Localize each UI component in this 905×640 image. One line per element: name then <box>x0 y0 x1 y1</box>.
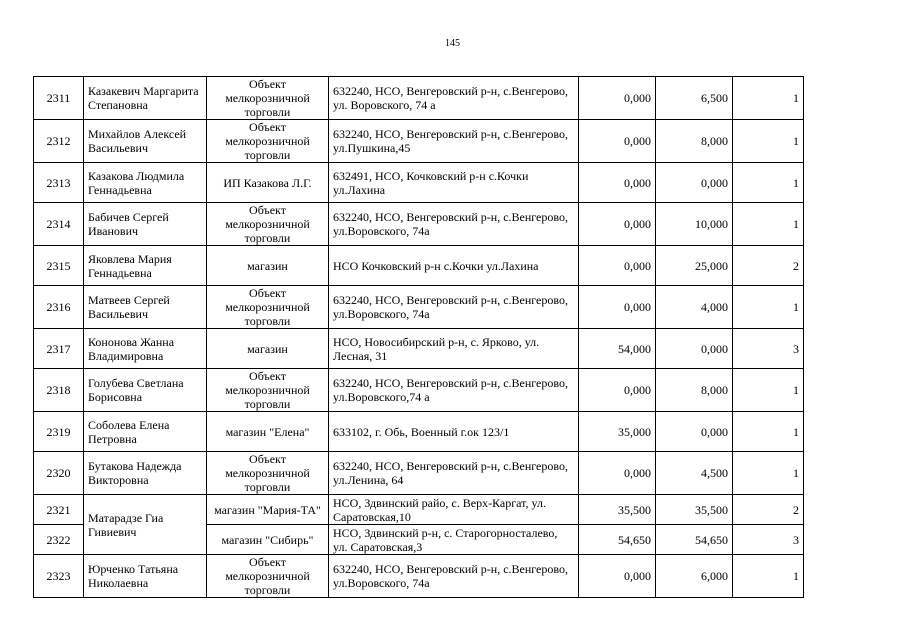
value-3: 2 <box>733 495 804 525</box>
registry-table <box>33 76 804 598</box>
object-address: НСО, Новосибирский р-н, с. Ярково, ул. Лесная, 31 <box>329 329 579 369</box>
object-type: магазин <box>207 329 329 369</box>
row-number: 2322 <box>34 525 84 555</box>
value-3: 2 <box>733 246 804 286</box>
owner-name: Казакевич Маргарита Степановна <box>84 77 207 120</box>
object-type: Объект мелкорозничной торговли <box>207 286 329 329</box>
value-2: 0,000 <box>656 163 733 203</box>
value-2: 6,500 <box>656 77 733 120</box>
row-number: 2319 <box>34 412 84 452</box>
object-address: 632240, НСО, Венгеровский р-н, с.Венгерово, ул.Пушкина,45 <box>329 120 579 163</box>
value-2: 25,000 <box>656 246 733 286</box>
value-2: 0,000 <box>656 412 733 452</box>
row-number: 2318 <box>34 369 84 412</box>
value-1: 35,500 <box>579 495 656 525</box>
value-1: 0,000 <box>579 163 656 203</box>
value-2: 8,000 <box>656 369 733 412</box>
value-2: 6,000 <box>656 555 733 598</box>
owner-name: Яковлева Мария Геннадьевна <box>84 246 207 286</box>
object-type: Объект мелкорозничной торговли <box>207 555 329 598</box>
row-number: 2320 <box>34 452 84 495</box>
value-3: 1 <box>733 163 804 203</box>
object-type: магазин "Мария-ТА" <box>207 495 329 525</box>
object-address: 632240, НСО, Венгеровский р-н, с.Венгерово, ул.Воровского, 74а <box>329 203 579 246</box>
table-row <box>34 77 804 120</box>
object-type: Объект мелкорозничной торговли <box>207 203 329 246</box>
table-row <box>34 555 804 598</box>
value-1: 0,000 <box>579 120 656 163</box>
object-address: 632491, НСО, Кочковский р-н с.Кочки ул.Лахина <box>329 163 579 203</box>
object-address: 632240, НСО, Венгеровский р-н, с.Венгерово, ул.Воровского, 74а <box>329 555 579 598</box>
value-1: 54,000 <box>579 329 656 369</box>
object-address: 632240, НСО, Венгеровский р-н, с.Венгерово, ул.Воровского,74 а <box>329 369 579 412</box>
value-1: 54,650 <box>579 525 656 555</box>
object-type: магазин <box>207 246 329 286</box>
page-number: 145 <box>445 38 460 49</box>
table-row <box>34 286 804 329</box>
value-1: 0,000 <box>579 369 656 412</box>
value-3: 1 <box>733 120 804 163</box>
row-number: 2316 <box>34 286 84 329</box>
value-2: 4,500 <box>656 452 733 495</box>
table-row <box>34 203 804 246</box>
table-row <box>34 120 804 163</box>
owner-name: Голубева Светлана Борисовна <box>84 369 207 412</box>
object-address: НСО Кочковский р-н с.Кочки ул.Лахина <box>329 246 579 286</box>
owner-name: Юрченко Татьяна Николаевна <box>84 555 207 598</box>
value-1: 0,000 <box>579 77 656 120</box>
row-number: 2315 <box>34 246 84 286</box>
value-1: 0,000 <box>579 286 656 329</box>
object-address: 632240, НСО, Венгеровский р-н, с.Венгерово, ул.Ленина, 64 <box>329 452 579 495</box>
table-row <box>34 452 804 495</box>
table-row <box>34 369 804 412</box>
value-2: 4,000 <box>656 286 733 329</box>
value-3: 1 <box>733 555 804 598</box>
table-row <box>34 412 804 452</box>
value-3: 1 <box>733 369 804 412</box>
value-2: 10,000 <box>656 203 733 246</box>
value-3: 1 <box>733 452 804 495</box>
value-2: 54,650 <box>656 525 733 555</box>
owner-name: Матарадзе Гиа Гивиевич <box>84 495 207 555</box>
row-number: 2317 <box>34 329 84 369</box>
value-1: 35,000 <box>579 412 656 452</box>
owner-name: Матвеев Сергей Васильевич <box>84 286 207 329</box>
owner-name: Кононова Жанна Владимировна <box>84 329 207 369</box>
object-address: 632240, НСО, Венгеровский р-н, с.Венгерово, ул.Воровского, 74а <box>329 286 579 329</box>
table-row <box>34 246 804 286</box>
value-2: 8,000 <box>656 120 733 163</box>
row-number: 2321 <box>34 495 84 525</box>
owner-name: Михайлов Алексей Васильевич <box>84 120 207 163</box>
row-number: 2314 <box>34 203 84 246</box>
object-type: ИП Казакова Л.Г. <box>207 163 329 203</box>
object-type: магазин "Сибирь" <box>207 525 329 555</box>
value-3: 1 <box>733 77 804 120</box>
row-number: 2323 <box>34 555 84 598</box>
table-row <box>34 329 804 369</box>
value-2: 35,500 <box>656 495 733 525</box>
value-2: 0,000 <box>656 329 733 369</box>
value-1: 0,000 <box>579 452 656 495</box>
object-type: Объект мелкорозничной торговли <box>207 120 329 163</box>
owner-name: Казакова Людмила Геннадьевна <box>84 163 207 203</box>
table-row <box>34 163 804 203</box>
object-address: НСО, Здвинский райо, с. Верх-Каргат, ул. Саратовская,10 <box>329 495 579 525</box>
value-3: 1 <box>733 412 804 452</box>
object-type: магазин "Елена" <box>207 412 329 452</box>
value-3: 3 <box>733 329 804 369</box>
row-number: 2311 <box>34 77 84 120</box>
value-3: 1 <box>733 203 804 246</box>
row-number: 2313 <box>34 163 84 203</box>
value-3: 3 <box>733 525 804 555</box>
object-type: Объект мелкорозничной торговли <box>207 369 329 412</box>
object-address: НСО, Здвинский р-н, с. Старогорносталево, ул. Саратовская,3 <box>329 525 579 555</box>
value-1: 0,000 <box>579 203 656 246</box>
owner-name: Бутакова Надежда Викторовна <box>84 452 207 495</box>
object-address: 633102, г. Обь, Военный г.ок 123/1 <box>329 412 579 452</box>
row-number: 2312 <box>34 120 84 163</box>
object-type: Объект мелкорозничной торговли <box>207 77 329 120</box>
owner-name: Бабичев Сергей Иванович <box>84 203 207 246</box>
table-row <box>34 495 804 525</box>
value-1: 0,000 <box>579 246 656 286</box>
value-1: 0,000 <box>579 555 656 598</box>
object-address: 632240, НСО, Венгеровский р-н, с.Венгерово, ул. Воровского, 74 а <box>329 77 579 120</box>
value-3: 1 <box>733 286 804 329</box>
owner-name: Соболева Елена Петровна <box>84 412 207 452</box>
object-type: Объект мелкорозничной торговли <box>207 452 329 495</box>
